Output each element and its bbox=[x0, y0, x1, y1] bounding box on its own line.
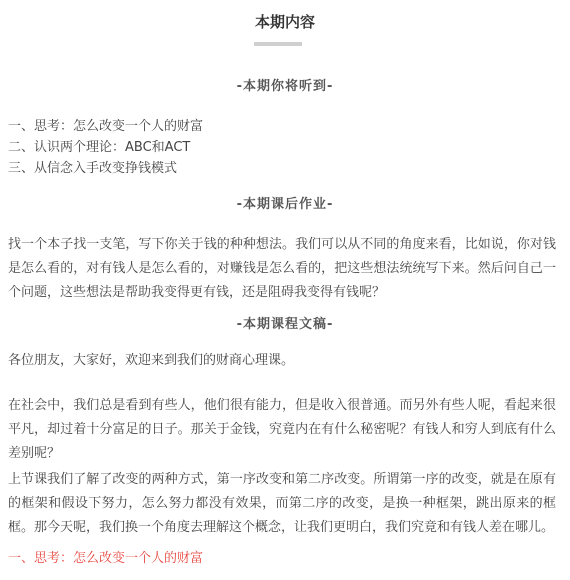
transcript-paragraph: 上节课我们了解了改变的两种方式，第一序改变和第二序改变。所谓第一序的改变，就是在原有的框架和假设下努力，怎么努力都没有效果，而第二序的改变，是换一种框架，跳出原来的框框。那今天呢，我们换一个角度去理解这个概念，让我们更明白，我们究竟和有钱人差在哪儿。 bbox=[8, 472, 556, 535]
transcript-paragraph: 在社会中，我们总是看到有些人，他们很有能力，但是收入很普通。而另外有些人呢，看起来很平凡，却过着十分富足的日子。那关于金钱，究竟内在有什么秘密呢？有钱人和穷人到底有什么差别呢？ bbox=[8, 398, 556, 461]
page-title: 本期内容 bbox=[254, 13, 315, 31]
transcript-paragraph: 各位朋友，大家好，欢迎来到我们的财商心理课。 bbox=[8, 353, 295, 368]
list-item: 三、从信念入手改变挣钱模式 bbox=[8, 161, 178, 176]
list-item: 二、认识两个理论：ABC和ACT bbox=[8, 140, 191, 155]
listen-list bbox=[8, 116, 203, 179]
transcript-section-heading: -本期课程文稿- bbox=[236, 317, 334, 332]
homework-paragraph: 找一个本子找一支笔，写下你关于钱的种种想法。我们可以从不同的角度来看，比如说，你对钱是怎么看的，对有钱人是怎么看的，对赚钱是怎么看的，把这些想法统统写下来。然后问自己一个问题，这些想法是帮助我变得更有钱，还是阻碍我变得有钱呢？ bbox=[8, 237, 556, 300]
title-underline bbox=[254, 42, 302, 46]
homework-section-heading: -本期课后作业- bbox=[236, 197, 334, 212]
red-subheading: 一、思考：怎么改变一个人的财富 bbox=[8, 551, 204, 566]
listen-section-heading: -本期你将听到- bbox=[236, 79, 334, 94]
list-item: 一、思考：怎么改变一个人的财富 bbox=[8, 119, 204, 134]
